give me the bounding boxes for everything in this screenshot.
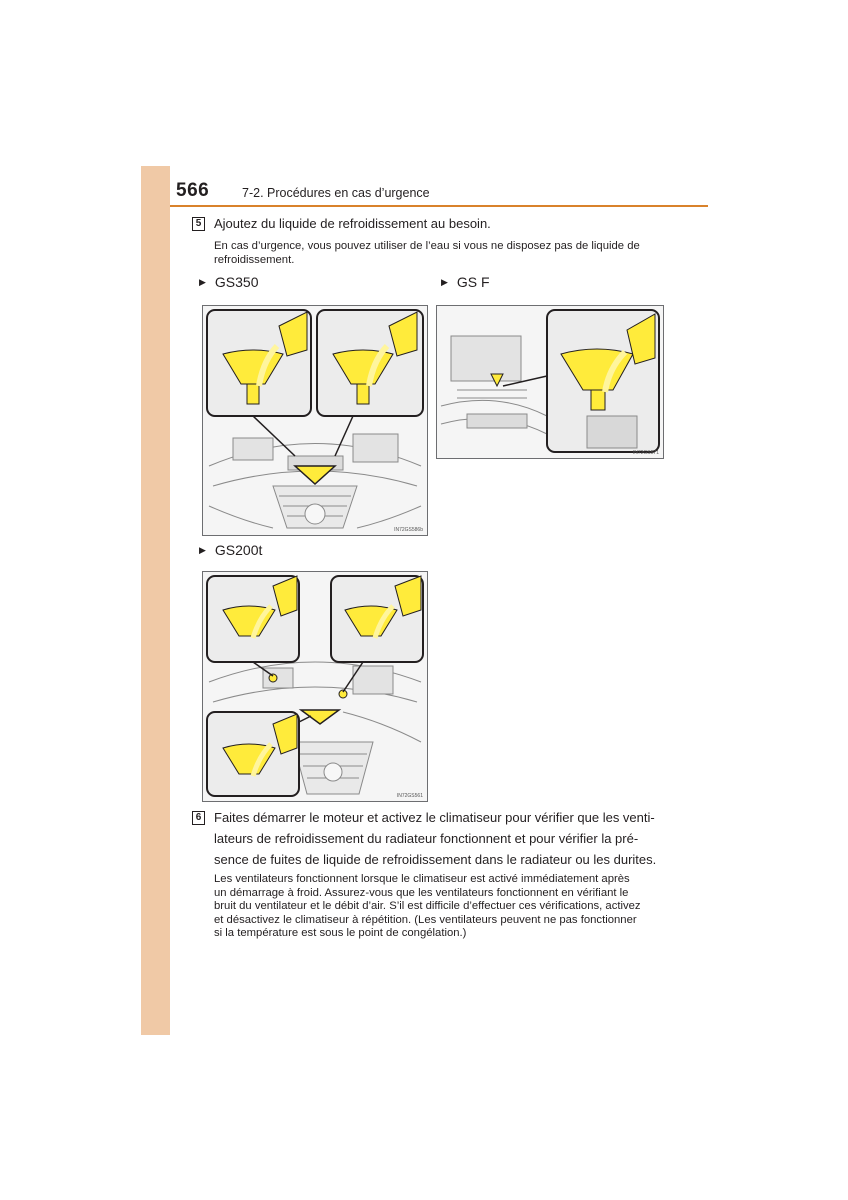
model-label-gs350 [199,274,259,290]
model-label-gs200t [199,542,262,558]
illustration-gs200t [202,571,428,802]
header-rule [170,205,708,207]
model-name: GS200t [214,542,263,558]
model-name: GS F [456,274,490,290]
figure-code: IN72GS571 [632,450,659,456]
side-tab [141,166,170,1035]
step-6-line: lateurs de refroidissement du radiateur fonctionnent et pour vérifier la pré- [214,831,639,846]
bullet-icon: ▶ [441,276,448,287]
page-number: 566 [176,180,210,201]
step-6-line: Faites démarrer le moteur et activez le climatiseur pour vérifier que les venti- [214,810,655,825]
step-6-note-line: si la température est sous le point de congélation.) [214,927,467,939]
model-name: GS350 [214,274,259,290]
bullet-icon: ▶ [199,544,206,555]
step-5-note-line: En cas d’urgence, vous pouvez utiliser de l’eau si vous ne disposez pas de liquide de [214,240,640,252]
step-6-text [214,807,658,870]
step-6-note-line: Les ventilateurs fonctionnent lorsque le climatiseur est activé immédiatement après [214,873,630,885]
step-6-note [214,873,660,941]
step-6-note-line: un démarrage à froid. Assurez-vous que les ventilateurs fonctionnent en vérifiant le [214,886,629,899]
step-5-note-line: refroidissement. [214,253,295,266]
bullet-icon: ▶ [199,276,206,287]
figure-code: IN72GS586b [394,527,423,533]
section-title: 7-2. Procédures en cas d’urgence [242,186,430,200]
illustration-gsf [436,305,664,459]
figure-code: IN72GS561 [396,793,423,799]
step-6-badge: 6 [192,811,205,825]
step-5-badge: 5 [192,217,205,231]
illustration-gs350 [202,305,428,536]
step-5-text: Ajoutez du liquide de refroidissement au besoin. [214,216,491,231]
step-5-note [214,240,640,267]
step-6-note-line: et désactivez le climatiseur à répétition. (Les ventilateurs peuvent ne pas fonctionner [214,913,637,926]
model-label-gsf [441,274,490,290]
step-6-line: sence de fuites de liquide de refroidissement dans le radiateur ou les durites. [214,852,657,867]
step-6-note-line: bruit du ventilateur et le débit d’air. S’il est difficile d’effectuer ces vérifications, activez [214,900,641,912]
